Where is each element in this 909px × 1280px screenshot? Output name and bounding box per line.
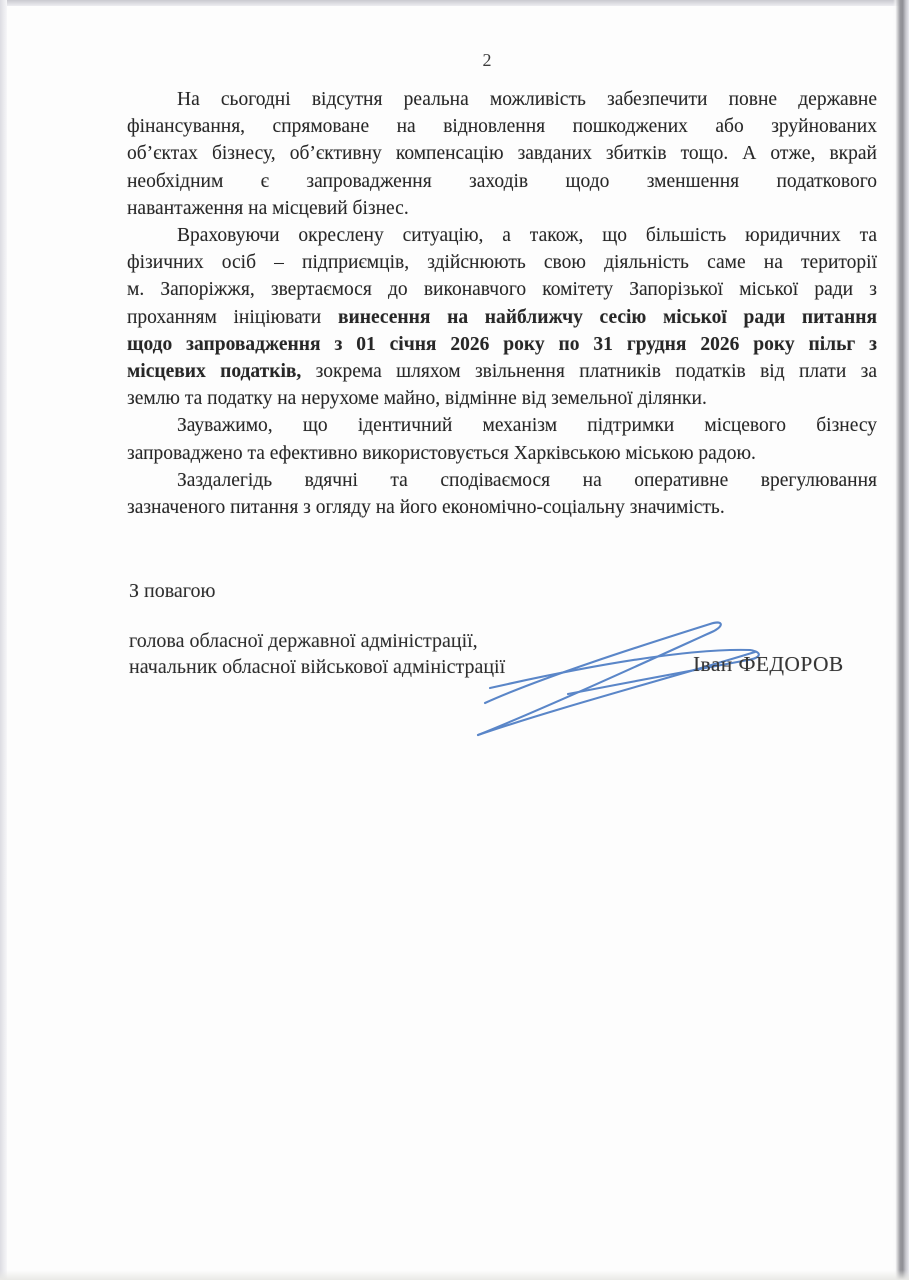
body-line: фізичних осіб – підприємців, здійснюють свою діяльність саме на території — [127, 252, 877, 274]
signer-titles — [129, 628, 549, 680]
body-line: зазначеного питання з огляду на його економічно-соціальну значимість. — [127, 497, 725, 519]
body-line: м. Запоріжжя, звертаємося до виконавчого комітету Запорізької міської ради з — [127, 279, 877, 301]
body-text-bold: винесення на найближчу сесію міської ради питання — [337, 306, 877, 328]
body-line — [127, 358, 877, 385]
body-text-bold: щодо запровадження з 01 січня 2026 року по 31 грудня 2026 року пільг з — [127, 333, 877, 355]
signer-title-line: голова обласної державної адміністрації, — [129, 630, 478, 652]
letter-body — [127, 86, 877, 521]
signer-name: Іван ФЕДОРОВ — [693, 652, 844, 676]
body-text: проханням ініціювати — [127, 306, 338, 328]
signer-title-line: начальник обласної військової адміністрації — [129, 656, 506, 678]
body-line: фінансування, спрямоване на відновлення пошкоджених або зруйнованих — [127, 116, 877, 138]
scan-edge-left — [0, 0, 7, 1280]
body-line — [127, 304, 877, 331]
body-text: зокрема шляхом звільнення платників податків від плати за — [301, 361, 877, 383]
body-line: навантаження на місцевий бізнес. — [127, 197, 409, 219]
body-line: Враховуючи окреслену ситуацію, а також, що більшість юридичних та — [177, 225, 877, 247]
body-line: запроваджено та ефективно використовується Харківською міською радою. — [127, 442, 756, 464]
body-line — [127, 331, 877, 358]
body-line: землю та податку на нерухоме майно, відмінне від земельної ділянки. — [127, 388, 707, 410]
page-number: 2 — [482, 50, 492, 70]
scan-edge-top — [0, 0, 909, 6]
body-line: На сьогодні відсутня реальна можливість забезпечити повне державне — [177, 89, 877, 110]
body-line: Зауважимо, що ідентичний механізм підтримки місцевого бізнесу — [177, 415, 877, 437]
scan-edge-bottom — [0, 1270, 909, 1280]
body-text-bold: місцевих податків, — [127, 361, 302, 383]
body-line: Заздалегідь вдячні та сподіваємося на оперативне врегулювання — [177, 469, 877, 491]
body-line: об’єктах бізнесу, об’єктивну компенсацію завданих збитків тощо. А отже, вкрай — [127, 143, 877, 165]
body-line: необхідним є запровадження заходів щодо зменшення податкового — [127, 170, 877, 192]
scan-edge-right — [893, 0, 909, 1280]
closing-salutation: З повагою — [129, 580, 216, 602]
